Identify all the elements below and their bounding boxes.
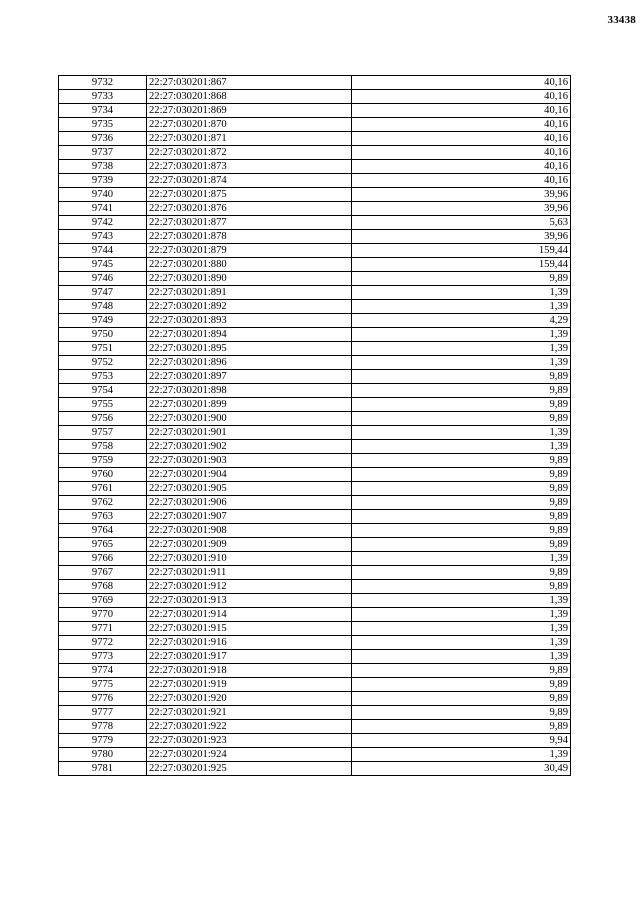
area-value: 9,89: [352, 692, 571, 706]
area-value: 1,39: [352, 650, 571, 664]
row-number: 9743: [59, 230, 147, 244]
table-row: [59, 594, 571, 608]
row-number: 9738: [59, 160, 147, 174]
row-number: 9748: [59, 300, 147, 314]
table-row: [59, 608, 571, 622]
area-value: 9,89: [352, 412, 571, 426]
cadastral-number: 22:27:030201:922: [147, 720, 352, 734]
table-row: [59, 314, 571, 328]
table-row: [59, 566, 571, 580]
cadastral-number: 22:27:030201:896: [147, 356, 352, 370]
table-row: [59, 734, 571, 748]
area-value: 9,89: [352, 706, 571, 720]
row-number: 9760: [59, 468, 147, 482]
row-number: 9751: [59, 342, 147, 356]
table-row: [59, 174, 571, 188]
cadastral-number: 22:27:030201:907: [147, 510, 352, 524]
row-number: 9771: [59, 622, 147, 636]
area-value: 9,89: [352, 272, 571, 286]
cadastral-number: 22:27:030201:909: [147, 538, 352, 552]
cadastral-number: 22:27:030201:901: [147, 426, 352, 440]
table-row: [59, 426, 571, 440]
table-row: [59, 342, 571, 356]
row-number: 9765: [59, 538, 147, 552]
cadastral-number: 22:27:030201:877: [147, 216, 352, 230]
row-number: 9746: [59, 272, 147, 286]
table-row: [59, 748, 571, 762]
row-number: 9770: [59, 608, 147, 622]
row-number: 9733: [59, 90, 147, 104]
cadastral-number: 22:27:030201:908: [147, 524, 352, 538]
cadastral-number: 22:27:030201:892: [147, 300, 352, 314]
row-number: 9773: [59, 650, 147, 664]
area-value: 1,39: [352, 328, 571, 342]
area-value: 159,44: [352, 244, 571, 258]
table-row: [59, 692, 571, 706]
row-number: 9775: [59, 678, 147, 692]
cadastral-number: 22:27:030201:900: [147, 412, 352, 426]
area-value: 40,16: [352, 146, 571, 160]
row-number: 9755: [59, 398, 147, 412]
cadastral-number: 22:27:030201:903: [147, 454, 352, 468]
cadastral-number: 22:27:030201:914: [147, 608, 352, 622]
cadastral-number: 22:27:030201:894: [147, 328, 352, 342]
cadastral-number: 22:27:030201:870: [147, 118, 352, 132]
table-row: [59, 202, 571, 216]
area-value: 9,89: [352, 496, 571, 510]
cadastral-number: 22:27:030201:917: [147, 650, 352, 664]
table-row: [59, 258, 571, 272]
table-row: [59, 230, 571, 244]
area-value: 9,89: [352, 580, 571, 594]
row-number: 9757: [59, 426, 147, 440]
area-value: 9,89: [352, 566, 571, 580]
cadastral-number: 22:27:030201:867: [147, 76, 352, 90]
row-number: 9774: [59, 664, 147, 678]
cadastral-number: 22:27:030201:921: [147, 706, 352, 720]
row-number: 9767: [59, 566, 147, 580]
row-number: 9761: [59, 482, 147, 496]
row-number: 9740: [59, 188, 147, 202]
row-number: 9764: [59, 524, 147, 538]
area-value: 40,16: [352, 174, 571, 188]
area-value: 9,89: [352, 510, 571, 524]
table-row: [59, 76, 571, 90]
table-row: [59, 762, 571, 776]
table-row: [59, 118, 571, 132]
cadastral-number: 22:27:030201:873: [147, 160, 352, 174]
table-row: [59, 720, 571, 734]
row-number: 9749: [59, 314, 147, 328]
area-value: 1,39: [352, 356, 571, 370]
area-value: 1,39: [352, 300, 571, 314]
row-number: 9772: [59, 636, 147, 650]
cadastral-number: 22:27:030201:912: [147, 580, 352, 594]
row-number: 9750: [59, 328, 147, 342]
cadastral-number: 22:27:030201:925: [147, 762, 352, 776]
cadastral-number: 22:27:030201:904: [147, 468, 352, 482]
page-number: 33438: [607, 14, 636, 26]
row-number: 9763: [59, 510, 147, 524]
row-number: 9734: [59, 104, 147, 118]
area-value: 30,49: [352, 762, 571, 776]
area-value: 39,96: [352, 230, 571, 244]
cadastral-number: 22:27:030201:923: [147, 734, 352, 748]
cadastral-number: 22:27:030201:893: [147, 314, 352, 328]
area-value: 40,16: [352, 90, 571, 104]
table-row: [59, 496, 571, 510]
table-row: [59, 272, 571, 286]
table-row: [59, 188, 571, 202]
table-row: [59, 286, 571, 300]
row-number: 9780: [59, 748, 147, 762]
cadastral-number: 22:27:030201:919: [147, 678, 352, 692]
table-row: [59, 538, 571, 552]
area-value: 9,94: [352, 734, 571, 748]
table-row: [59, 398, 571, 412]
row-number: 9776: [59, 692, 147, 706]
row-number: 9752: [59, 356, 147, 370]
area-value: 1,39: [352, 440, 571, 454]
row-number: 9737: [59, 146, 147, 160]
row-number: 9777: [59, 706, 147, 720]
table-row: [59, 384, 571, 398]
table-body: [59, 76, 571, 776]
table-row: [59, 244, 571, 258]
table-row: [59, 524, 571, 538]
area-value: 5,63: [352, 216, 571, 230]
table-row: [59, 300, 571, 314]
cadastral-number: 22:27:030201:872: [147, 146, 352, 160]
row-number: 9759: [59, 454, 147, 468]
area-value: 9,89: [352, 384, 571, 398]
cadastral-number: 22:27:030201:905: [147, 482, 352, 496]
table-row: [59, 580, 571, 594]
row-number: 9766: [59, 552, 147, 566]
area-value: 9,89: [352, 720, 571, 734]
cadastral-number: 22:27:030201:871: [147, 132, 352, 146]
row-number: 9741: [59, 202, 147, 216]
row-number: 9747: [59, 286, 147, 300]
row-number: 9735: [59, 118, 147, 132]
table-row: [59, 482, 571, 496]
table-row: [59, 412, 571, 426]
table-row: [59, 216, 571, 230]
area-value: 39,96: [352, 202, 571, 216]
row-number: 9744: [59, 244, 147, 258]
table-row: [59, 90, 571, 104]
area-value: 159,44: [352, 258, 571, 272]
cadastral-number: 22:27:030201:868: [147, 90, 352, 104]
area-value: 9,89: [352, 398, 571, 412]
table-row: [59, 454, 571, 468]
area-value: 1,39: [352, 748, 571, 762]
row-number: 9769: [59, 594, 147, 608]
row-number: 9739: [59, 174, 147, 188]
cadastral-number: 22:27:030201:874: [147, 174, 352, 188]
row-number: 9736: [59, 132, 147, 146]
cadastral-number: 22:27:030201:913: [147, 594, 352, 608]
cadastral-number: 22:27:030201:897: [147, 370, 352, 384]
cadastral-number: 22:27:030201:916: [147, 636, 352, 650]
area-value: 40,16: [352, 160, 571, 174]
area-value: 9,89: [352, 524, 571, 538]
area-value: 9,89: [352, 370, 571, 384]
cadastral-number: 22:27:030201:878: [147, 230, 352, 244]
area-value: 9,89: [352, 678, 571, 692]
cadastral-number: 22:27:030201:890: [147, 272, 352, 286]
area-value: 40,16: [352, 104, 571, 118]
area-value: 1,39: [352, 622, 571, 636]
cadastral-number: 22:27:030201:918: [147, 664, 352, 678]
area-value: 9,89: [352, 482, 571, 496]
area-value: 1,39: [352, 426, 571, 440]
table-row: [59, 146, 571, 160]
table-row: [59, 636, 571, 650]
cadastral-number: 22:27:030201:895: [147, 342, 352, 356]
area-value: 9,89: [352, 664, 571, 678]
cadastral-number: 22:27:030201:876: [147, 202, 352, 216]
row-number: 9753: [59, 370, 147, 384]
area-value: 9,89: [352, 468, 571, 482]
table-row: [59, 328, 571, 342]
table-row: [59, 510, 571, 524]
area-value: 40,16: [352, 76, 571, 90]
row-number: 9756: [59, 412, 147, 426]
row-number: 9762: [59, 496, 147, 510]
table-row: [59, 370, 571, 384]
table-row: [59, 356, 571, 370]
table-row: [59, 622, 571, 636]
table-row: [59, 664, 571, 678]
table-row: [59, 104, 571, 118]
row-number: 9732: [59, 76, 147, 90]
area-value: 1,39: [352, 286, 571, 300]
cadastral-table: [58, 75, 571, 776]
area-value: 9,89: [352, 538, 571, 552]
cadastral-number: 22:27:030201:906: [147, 496, 352, 510]
area-value: 1,39: [352, 594, 571, 608]
cadastral-number: 22:27:030201:911: [147, 566, 352, 580]
cadastral-number: 22:27:030201:879: [147, 244, 352, 258]
row-number: 9778: [59, 720, 147, 734]
cadastral-number: 22:27:030201:920: [147, 692, 352, 706]
row-number: 9745: [59, 258, 147, 272]
table-row: [59, 160, 571, 174]
area-value: 4,29: [352, 314, 571, 328]
cadastral-number: 22:27:030201:880: [147, 258, 352, 272]
cadastral-number: 22:27:030201:891: [147, 286, 352, 300]
area-value: 40,16: [352, 118, 571, 132]
area-value: 40,16: [352, 132, 571, 146]
cadastral-number: 22:27:030201:915: [147, 622, 352, 636]
area-value: 1,39: [352, 636, 571, 650]
row-number: 9779: [59, 734, 147, 748]
row-number: 9768: [59, 580, 147, 594]
area-value: 1,39: [352, 342, 571, 356]
cadastral-number: 22:27:030201:869: [147, 104, 352, 118]
area-value: 9,89: [352, 454, 571, 468]
table-row: [59, 650, 571, 664]
cadastral-number: 22:27:030201:902: [147, 440, 352, 454]
cadastral-number: 22:27:030201:875: [147, 188, 352, 202]
table-row: [59, 132, 571, 146]
table-row: [59, 552, 571, 566]
row-number: 9781: [59, 762, 147, 776]
table-row: [59, 706, 571, 720]
area-value: 1,39: [352, 608, 571, 622]
cadastral-number: 22:27:030201:910: [147, 552, 352, 566]
row-number: 9758: [59, 440, 147, 454]
table-row: [59, 440, 571, 454]
cadastral-number: 22:27:030201:898: [147, 384, 352, 398]
cadastral-number: 22:27:030201:899: [147, 398, 352, 412]
area-value: 39,96: [352, 188, 571, 202]
cadastral-number: 22:27:030201:924: [147, 748, 352, 762]
area-value: 1,39: [352, 552, 571, 566]
row-number: 9754: [59, 384, 147, 398]
table-row: [59, 678, 571, 692]
row-number: 9742: [59, 216, 147, 230]
table-row: [59, 468, 571, 482]
